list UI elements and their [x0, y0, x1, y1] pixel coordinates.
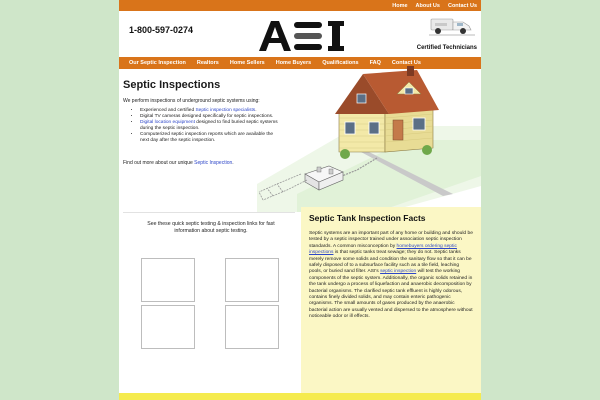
facts-title: Septic Tank Inspection Facts [309, 213, 426, 223]
toplink-about[interactable]: About Us [415, 2, 440, 9]
homebuyers-link[interactable]: homebuyers ordering septic inspections [309, 243, 457, 256]
house-illustration [257, 66, 481, 212]
page-container [119, 0, 481, 400]
top-bar [119, 0, 481, 11]
nav-faq[interactable]: FAQ [369, 60, 381, 66]
header [119, 11, 481, 57]
quick-link-thumbnail[interactable] [141, 258, 195, 302]
toplink-contact[interactable]: Contact Us [447, 2, 477, 9]
septic-inspection-link[interactable]: septic inspection [380, 269, 417, 275]
nav-qualifications[interactable]: Qualifications [322, 60, 359, 66]
list-item: • Experienced and certified Septic inspection specialists. [140, 108, 280, 114]
quick-link-thumbnail[interactable] [225, 305, 279, 349]
septic-inspection-link[interactable]: Septic Inspection [194, 160, 233, 166]
quick-links-text: See these quick septic testing & inspection links for fast information about septic testing. [147, 221, 275, 234]
nav-realtors[interactable]: Realtors [196, 60, 219, 66]
list-item: • Digital TV cameras designed specifically for septic inspections. [140, 114, 280, 120]
phone-number: 1-800-597-0274 [129, 25, 194, 35]
footer-bar [119, 393, 481, 400]
truck-image [427, 14, 477, 38]
quick-links-panel [123, 212, 295, 399]
septic-facts-panel [301, 207, 481, 393]
find-out-more: Find out more about our unique Septic Inspection. [123, 160, 234, 166]
certified-technicians: Certified Technicians [416, 45, 477, 51]
list-item: • Digital location equipment designed to find buried septic systems during the septic inspection. [140, 120, 280, 132]
quick-link-thumbnail[interactable] [141, 305, 195, 349]
list-item: • Computerized septic inspection reports which are available the next day after the septic inspection. [140, 132, 280, 144]
location-equipment-link[interactable]: Digital location equipment [140, 120, 195, 125]
quick-link-thumbnail[interactable] [225, 258, 279, 302]
specialists-link[interactable]: Septic inspection specialists [195, 108, 256, 113]
nav-home-buyers[interactable]: Home Buyers [275, 60, 312, 66]
toplink-home[interactable]: Home [392, 2, 408, 9]
nav-home-sellers[interactable]: Home Sellers [229, 60, 265, 66]
facts-body: Septic systems are an important part of any home or building and should be tested by a septic inspector trained under association septic inspection standards. A common misconception by homebuyers ordering septic inspections is that septic tanks treat sewage; they do not. Septic tanks merely remove some solids and condition the sanitary flow so that it can be safely disposed of to a subsurface facility such as a tile field, leaching pools, or buried sand filter. ASI's septic inspection will test the working components of the septic system. Additionally, the organic solids retained in the tank undergo a process of liquefaction and anaerobic decomposition by bacterial organisms. The clarified septic tank effluent is highly odorous, contains finely divided solids, and may contain enteric pathogenic organisms. The small amounts of gases produced by the anaerobic bacterial action are usually vented and dispersed to the atmosphere without noticeable odor or ill effects. [309, 231, 473, 320]
nav-contact-us[interactable]: Contact Us [391, 60, 421, 66]
intro-text: We perform inspections of underground septic systems using: [123, 98, 260, 104]
page-title: Septic Inspections [123, 79, 221, 91]
nav-our-septic-inspection[interactable]: Our Septic Inspection [129, 60, 186, 66]
asi-logo[interactable] [257, 20, 347, 52]
